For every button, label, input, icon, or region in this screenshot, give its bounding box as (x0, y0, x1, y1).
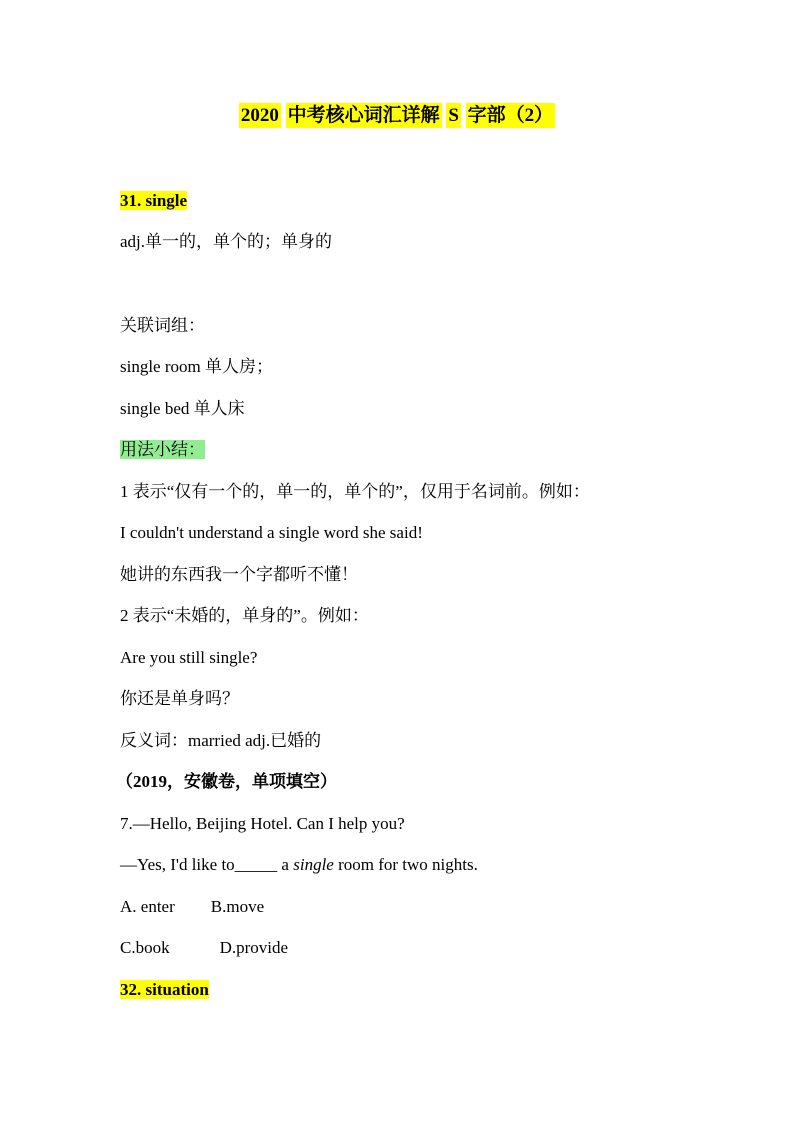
title-letter: S (448, 105, 459, 126)
option-d: D.provide (219, 938, 289, 957)
exam-source: （2019，安徽卷，单项填空） (116, 772, 337, 791)
question-line-2-italic: single (293, 855, 334, 874)
option-a: A. enter (120, 897, 175, 916)
title-part1: 中考核心词汇详解 (287, 105, 440, 126)
usage-label-text: 用法小结： (120, 440, 205, 459)
example-1-en: I couldn't understand a single word she said! (120, 523, 423, 542)
options-row-2 (120, 936, 288, 960)
phrases-label: 关联词组： (120, 316, 205, 335)
entry-32-heading-text: 32. situation (120, 980, 209, 999)
example-1-zh: 她讲的东西我一个字都听不懂！ (120, 565, 358, 584)
question-line-2 (120, 853, 478, 877)
usage-label (120, 438, 205, 462)
entry-32-heading (120, 978, 209, 1002)
usage-2: 2 表示“未婚的，单身的”。例如： (120, 606, 369, 625)
entry-31-heading-text: 31. single (120, 191, 188, 210)
example-2-zh: 你还是单身吗？ (120, 689, 239, 708)
title-part2: 字部（2） (467, 105, 554, 126)
options-row-1 (120, 895, 264, 919)
option-b: B.move (210, 897, 265, 916)
example-2-en: Are you still single? (120, 648, 258, 667)
question-line-2-start: —Yes, I'd like to_____ a (120, 855, 294, 874)
question-line-2-end: room for two nights. (333, 855, 478, 874)
phrase-1: single room 单人房； (120, 357, 273, 376)
antonym: 反义词：married adj.已婚的 (120, 731, 322, 750)
usage-1: 1 表示“仅有一个的，单一的，单个的”，仅用于名词前。例如： (120, 482, 590, 501)
phrase-2: single bed 单人床 (120, 399, 245, 418)
entry-31-definition: adj.单一的，单个的；单身的 (120, 232, 333, 251)
entry-31-heading (120, 189, 187, 213)
title-year: 2020 (240, 105, 279, 126)
question-line-1: 7.—Hello, Beijing Hotel. Can I help you? (120, 814, 405, 833)
option-c: C.book (120, 938, 170, 957)
document-title (0, 100, 794, 132)
